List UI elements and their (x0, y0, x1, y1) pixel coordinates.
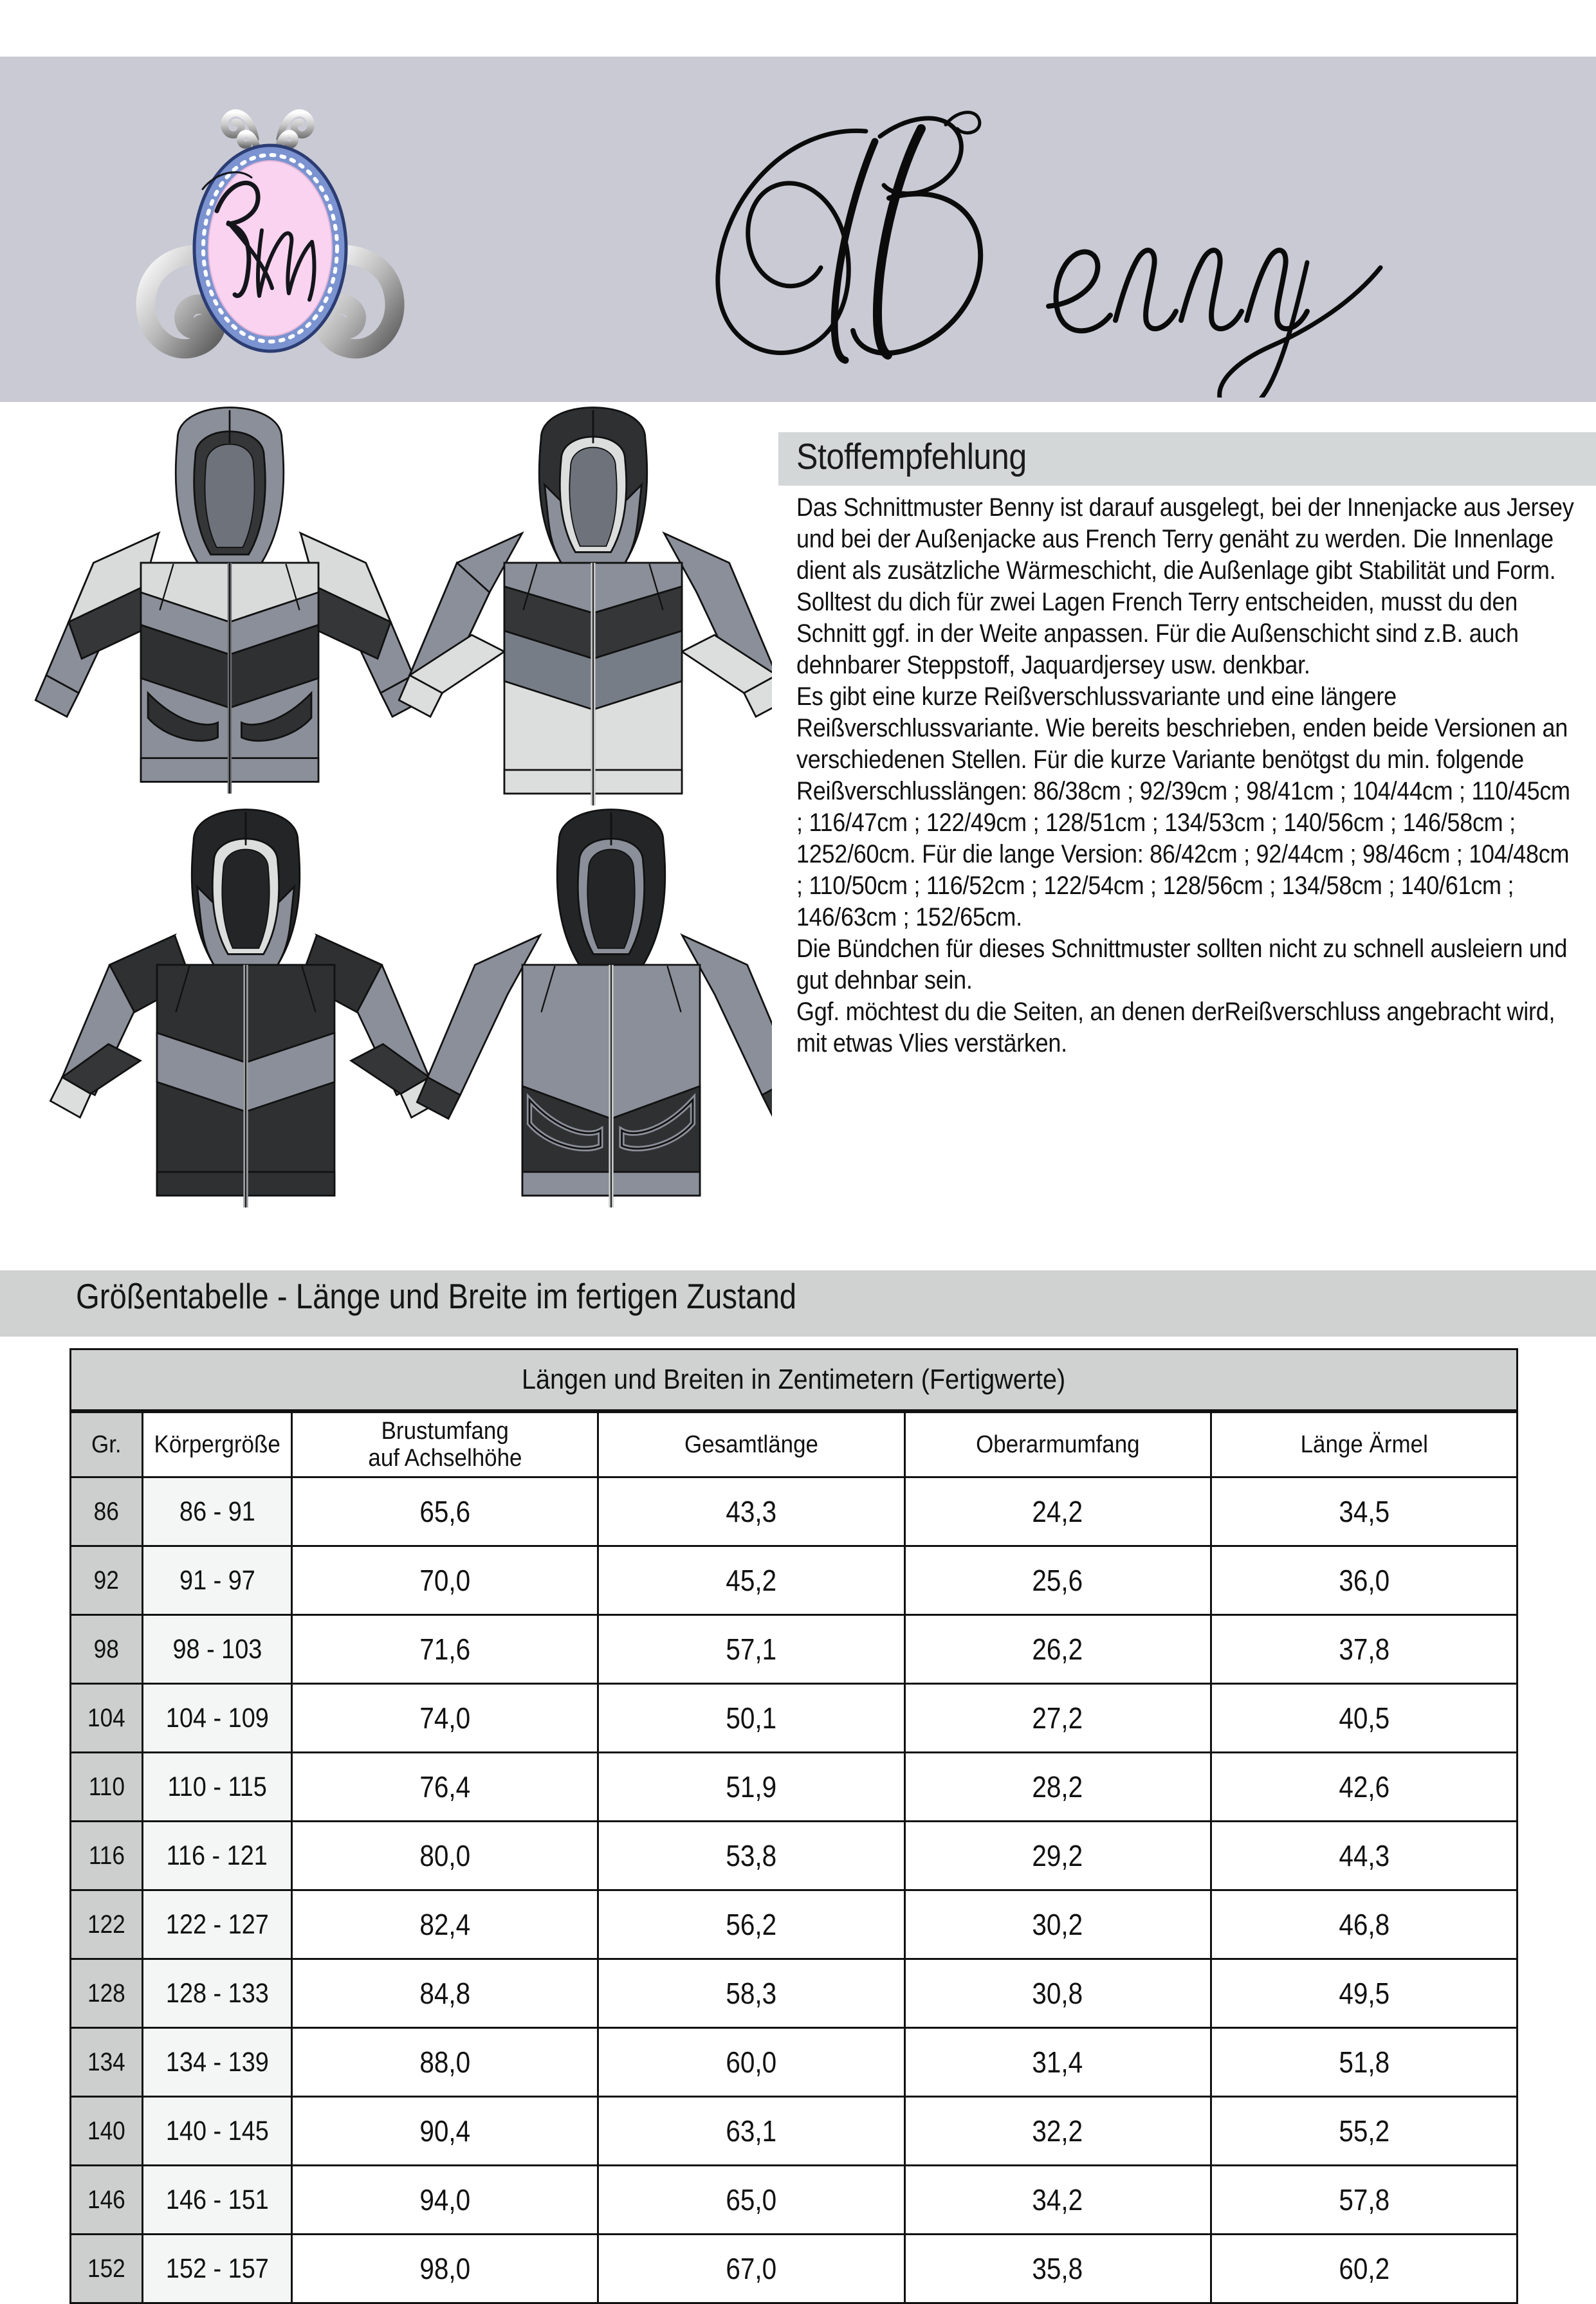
cell-brustumfang: 71,6 (292, 1615, 598, 1684)
cell-laenge-aermel: 46,8 (1211, 1890, 1517, 1959)
table-row (71, 2097, 1518, 2166)
cell-gesamtlaenge: 63,1 (598, 2097, 904, 2166)
table-row (71, 1477, 1518, 1546)
table-supertitle-row (71, 1349, 1518, 1412)
cell-gr: 92 (71, 1546, 143, 1615)
cell-gr: 152 (71, 2235, 143, 2303)
jacket-variant-2 (399, 408, 772, 806)
fabric-body (778, 486, 1596, 1059)
cell-oberarmumfang: 25,6 (904, 1546, 1211, 1615)
table-row (71, 1753, 1518, 1822)
col-header-laenge-aermel: Länge Ärmel (1211, 1411, 1517, 1477)
fabric-paragraph-2: Es gibt eine kurze Reißverschlussvariante und eine längere Reißverschlussvariante. Wie bereits beschrieben, enden beide Versionen an verschiedenen Stellen. Für die kurze Variante benötgst du min. folgende Reißverschlusslängen: 86/38cm ; 92/39cm ; 98/41cm ; 104/44cm ; 110/45cm ; 116/47cm ; 122/49cm ; 128/51cm ; 134/53cm ; 140/56cm ; 146/58cm ; 1252/60cm. Für die lange Version: 86/42cm ; 92/44cm ; 98/46cm ; 104/48cm ; 110/50cm ; 116/52cm ; 122/54cm ; 128/56cm ; 134/58cm ; 140/61cm ; 146/63cm ; 152/65cm. (796, 682, 1570, 931)
cell-gr: 110 (71, 1753, 143, 1822)
table-row (71, 2166, 1518, 2235)
cell-oberarmumfang: 32,2 (904, 2097, 1211, 2166)
size-table (69, 1348, 1518, 2304)
cell-gesamtlaenge: 58,3 (598, 1959, 904, 2028)
cell-brustumfang: 94,0 (292, 2166, 598, 2235)
table-supertitle: Längen und Breiten in Zentimetern (Fertigwerte) (71, 1349, 1518, 1412)
cell-gesamtlaenge: 60,0 (598, 2028, 904, 2097)
cell-gesamtlaenge: 57,1 (598, 1615, 904, 1684)
cell-laenge-aermel: 40,5 (1211, 1684, 1517, 1753)
col-header-gr: Gr. (71, 1411, 143, 1477)
table-row (71, 2235, 1518, 2303)
table-row (71, 2028, 1518, 2097)
cell-gr: 116 (71, 1822, 143, 1890)
cell-brustumfang: 80,0 (292, 1822, 598, 1890)
cell-laenge-aermel: 34,5 (1211, 1477, 1517, 1546)
header-band (0, 57, 1596, 402)
cell-oberarmumfang: 30,2 (904, 1890, 1211, 1959)
cell-koerpergroesse: 152 - 157 (143, 2235, 292, 2303)
cell-gesamtlaenge: 65,0 (598, 2166, 904, 2235)
cell-oberarmumfang: 35,8 (904, 2235, 1211, 2303)
col-header-oberarmumfang: Oberarmumfang (904, 1411, 1211, 1477)
cell-oberarmumfang: 24,2 (904, 1477, 1211, 1546)
table-row (71, 1822, 1518, 1890)
cell-gesamtlaenge: 50,1 (598, 1684, 904, 1753)
cell-brustumfang: 98,0 (292, 2235, 598, 2303)
fabric-paragraph-3: Die Bündchen für dieses Schnittmuster sollten nicht zu schnell ausleiern und gut dehnbar sein. (796, 935, 1568, 994)
cell-laenge-aermel: 51,8 (1211, 2028, 1517, 2097)
cell-gesamtlaenge: 56,2 (598, 1890, 904, 1959)
cell-gr: 128 (71, 1959, 143, 2028)
page-title (663, 69, 1563, 398)
cell-koerpergroesse: 86 - 91 (143, 1477, 292, 1546)
col-header-koerpergroesse: Körpergröße (143, 1411, 292, 1477)
cell-gr: 140 (71, 2097, 143, 2166)
cell-brustumfang: 90,4 (292, 2097, 598, 2166)
cell-koerpergroesse: 146 - 151 (143, 2166, 292, 2235)
cell-koerpergroesse: 116 - 121 (143, 1822, 292, 1890)
cell-koerpergroesse: 134 - 139 (143, 2028, 292, 2097)
cell-koerpergroesse: 110 - 115 (143, 1753, 292, 1822)
cell-brustumfang: 82,4 (292, 1890, 598, 1959)
logo-crown-flourish (224, 113, 311, 147)
cell-oberarmumfang: 31,4 (904, 2028, 1211, 2097)
fabric-heading-band (778, 432, 1596, 486)
cell-koerpergroesse: 140 - 145 (143, 2097, 292, 2166)
fabric-paragraph-1: Das Schnittmuster Benny ist darauf ausgelegt, bei der Innenjacke aus Jersey und bei der Außenjacke aus French Terry genäht zu werden. Die Innenlage dient als zusätzliche Wärmeschicht, die Außenlage gibt Stabilität und Form. Solltest du dich für zwei Lagen French Terry entscheiden, musst du den Schnitt ggf. in der Weite anpassen. Für die Außenschicht sind z.B. auch dehnbarer Steppstoff, Jaquardjersey usw. denkbar. (796, 493, 1574, 679)
cell-laenge-aermel: 44,3 (1211, 1822, 1517, 1890)
cell-oberarmumfang: 27,2 (904, 1684, 1211, 1753)
cell-koerpergroesse: 122 - 127 (143, 1890, 292, 1959)
cell-brustumfang: 70,0 (292, 1546, 598, 1615)
jacket-illustrations (0, 402, 772, 1238)
cell-brustumfang: 74,0 (292, 1684, 598, 1753)
cell-koerpergroesse: 91 - 97 (143, 1546, 292, 1615)
fabric-paragraph-4: Ggf. möchtest du die Seiten, an denen derReißverschluss angebracht wird, mit etwas Vlies verstärken. (796, 998, 1555, 1057)
cell-koerpergroesse: 104 - 109 (143, 1684, 292, 1753)
cell-gesamtlaenge: 67,0 (598, 2235, 904, 2303)
jacket-variant-3 (50, 810, 441, 1208)
cell-gr: 146 (71, 2166, 143, 2235)
cell-gesamtlaenge: 53,8 (598, 1822, 904, 1890)
table-row (71, 1959, 1518, 2028)
fabric-recommendation-section (778, 432, 1596, 1059)
size-table-band-title: Größentabelle - Länge und Breite im fertigen Zustand (76, 1276, 797, 1316)
brand-logo (119, 69, 421, 385)
cell-gesamtlaenge: 43,3 (598, 1477, 904, 1546)
cell-laenge-aermel: 60,2 (1211, 2235, 1517, 2303)
cell-gr: 122 (71, 1890, 143, 1959)
col-header-brustumfang: Brustumfang auf Achselhöhe (292, 1411, 598, 1477)
cell-gr: 104 (71, 1684, 143, 1753)
cell-gesamtlaenge: 51,9 (598, 1753, 904, 1822)
cell-brustumfang: 88,0 (292, 2028, 598, 2097)
fabric-heading: Stoffempfehlung (796, 436, 1027, 477)
cell-brustumfang: 84,8 (292, 1959, 598, 2028)
cell-laenge-aermel: 57,8 (1211, 2166, 1517, 2235)
cell-brustumfang: 76,4 (292, 1753, 598, 1822)
cell-oberarmumfang: 26,2 (904, 1615, 1211, 1684)
cell-oberarmumfang: 29,2 (904, 1822, 1211, 1890)
table-header-row (71, 1411, 1518, 1477)
cell-brustumfang: 65,6 (292, 1477, 598, 1546)
table-row (71, 1890, 1518, 1959)
table-row (71, 1684, 1518, 1753)
cell-koerpergroesse: 128 - 133 (143, 1959, 292, 2028)
cell-gesamtlaenge: 45,2 (598, 1546, 904, 1615)
jacket-variant-4 (417, 810, 772, 1208)
table-row (71, 1546, 1518, 1615)
cell-laenge-aermel: 49,5 (1211, 1959, 1517, 2028)
cell-oberarmumfang: 30,8 (904, 1959, 1211, 2028)
table-row (71, 1615, 1518, 1684)
cell-gr: 134 (71, 2028, 143, 2097)
cell-laenge-aermel: 42,6 (1211, 1753, 1517, 1822)
cell-gr: 98 (71, 1615, 143, 1684)
jacket-variant-1 (35, 408, 424, 794)
cell-koerpergroesse: 98 - 103 (143, 1615, 292, 1684)
col-header-gesamtlaenge: Gesamtlänge (598, 1411, 904, 1477)
cell-gr: 86 (71, 1477, 143, 1546)
size-table-band (0, 1270, 1596, 1337)
cell-laenge-aermel: 37,8 (1211, 1615, 1517, 1684)
size-table-body (71, 1477, 1518, 2303)
cell-oberarmumfang: 28,2 (904, 1753, 1211, 1822)
cell-oberarmumfang: 34,2 (904, 2166, 1211, 2235)
cell-laenge-aermel: 36,0 (1211, 1546, 1517, 1615)
cell-laenge-aermel: 55,2 (1211, 2097, 1517, 2166)
